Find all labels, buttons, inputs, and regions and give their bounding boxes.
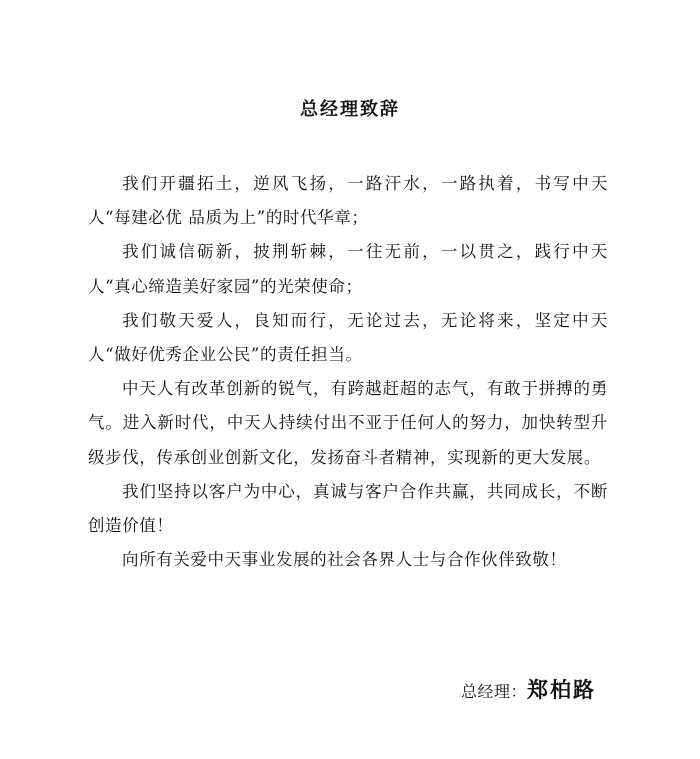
signature-label: 总经理：	[460, 682, 527, 701]
signature-block	[461, 674, 596, 704]
paragraph: 向所有关爱中天事业发展的社会各界人士与合作伙伴致敬！	[122, 550, 567, 570]
page-title: 总经理致辞	[300, 99, 400, 120]
signature-name: 郑柏路	[527, 677, 596, 702]
paragraph: 我们开疆拓土，逆风飞扬，一路汗水，一路执着，书写中天人“每建必优 品质为上”的时代华章；	[88, 174, 608, 228]
paragraph: 我们敬天爱人，良知而行，无论过去，无论将来，坚定中天人“做好优秀企业公民”的责任担当。	[88, 310, 608, 365]
paragraph: 我们诚信砺新，披荆斩棘，一往无前，一以贯之，践行中天人“真心缔造美好家园”的光荣使命；	[88, 242, 608, 296]
paragraph: 我们坚持以客户为中心，真诚与客户合作共赢，共同成长，不断创造价值！	[88, 481, 608, 536]
paragraph: 中天人有改革创新的锐气，有跨越赶超的志气，有敢于拼搏的勇气。进入新时代，中天人持续付出不亚于任何人的努力，加快转型升级步伐，传承创业创新文化，发扬奋斗者精神，实现新的更大发展。	[88, 379, 608, 467]
letter-body	[88, 167, 608, 577]
